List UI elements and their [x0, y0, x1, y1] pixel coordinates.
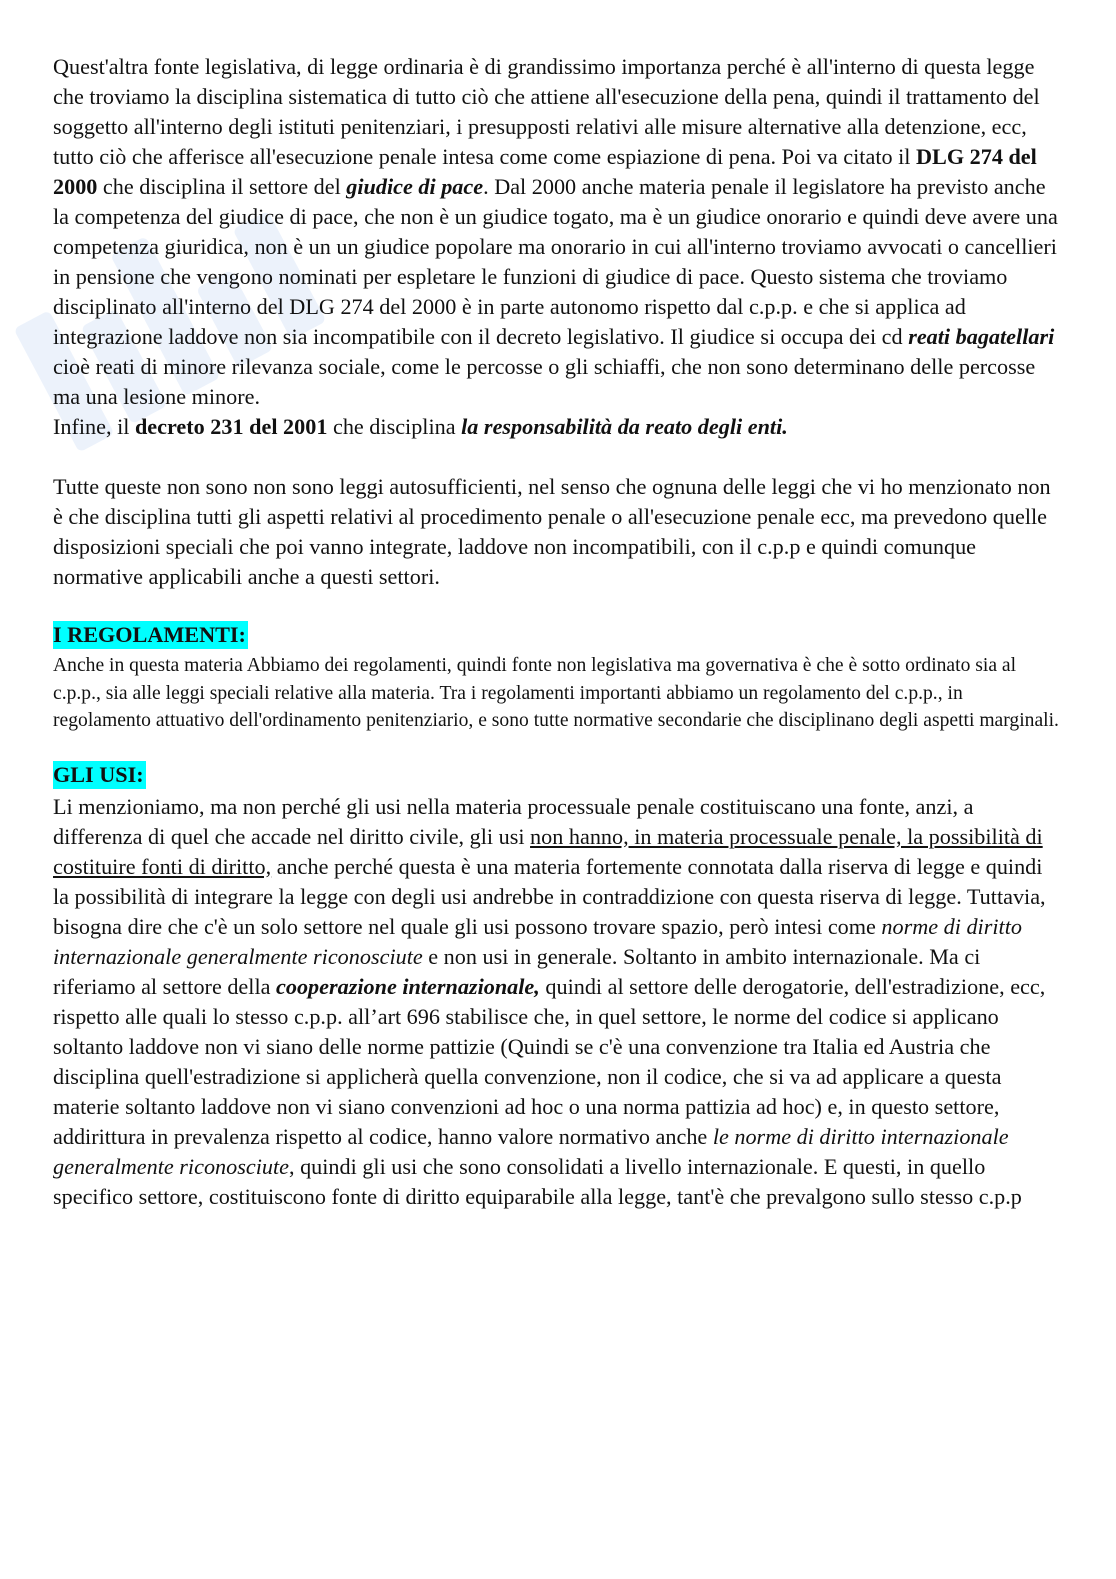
heading-usi: GLI USI:: [53, 761, 144, 787]
heading-regolamenti: I REGOLAMENTI:: [53, 622, 246, 647]
paragraph-leggi-non-autosufficienti: Tutte queste non sono non sono leggi autosufficienti, nel senso che ognuna delle leggi che vi ho menzionato non è che disciplina tutti gli aspetti relativi al procedimento penale o all'esecuzione penale ecc, ma prevedono quelle disposizioni speciali che poi vanno integrate, laddove non incompatibili, con il c.p.p e quindi comunque normative applicabili anche a questi settori.: [53, 474, 1051, 589]
paragraph-regolamenti: Anche in questa materia Abbiamo dei regolamenti, quindi fonte non legislativa ma governativa è che è sotto ordinato sia al c.p.p., sia alle leggi speciali relative alla materia. Tra i regolamenti importanti abbiamo un regolamento del c.p.p., in regolamento attuativo dell'ordinamento penitenziario, e sono tutte normative secondarie che disciplinano degli aspetti marginali.: [53, 655, 1059, 732]
document-page: [53, 52, 1063, 1212]
paragraph-fonti-legislative: Quest'altra fonte legislativa, di legge ordinaria è di grandissimo importanza perché è all'interno di questa legge che troviamo la disciplina sistematica di tutto ciò che attiene all'esecuzione della pena, quindi il trattamento del soggetto all'interno degli istituti penitenziari, i presupposti relativi alle misure alternative alla detenzione, ecc, tutto ciò che afferisce all'esecuzione penale intesa come come espiazione di pena. Poi va citato il DLG 274 del 2000 che disciplina il settore del giudice di pace. Dal 2000 anche materia penale il legislatore ha previsto anche la competenza del giudice di pace, che non è un giudice togato, ma è un giudice onorario e quindi deve avere una competenza giuridica, non è un un giudice popolare ma onorario in cui all'interno troviamo avvocati o cancellieri in pensione che vengono nominati per espletare le funzioni di giudice di pace. Questo sistema che troviamo disciplinato all'interno del DLG 274 del 2000 è in parte autonomo rispetto dal c.p.p. e che si applica ad integrazione laddove non sia incompatibile con il decreto legislativo. Il giudice si occupa dei cd reati bagatellari cioè reati di minore rilevanza sociale, come le percosse o gli schiaffi, che non sono determinano delle percosse ma una lesione minore.: [53, 54, 1058, 409]
paragraph-decreto-231: Infine, il decreto 231 del 2001 che disciplina la responsabilità da reato degli enti.: [53, 414, 788, 439]
paragraph-usi: Li menzioniamo, ma non perché gli usi nella materia processuale penale costituiscano una fonte, anzi, a differenza di quel che accade nel diritto civile, gli usi non hanno, in materia processuale penale, la possibilità di costituire fonti di diritto, anche perché questa è una materia fortemente connotata dalla riserva di legge e quindi la possibilità di integrare la legge con degli usi andrebbe in contraddizione con questa riserva di legge. Tuttavia, bisogna dire che c'è un solo settore nel quale gli usi possono trovare spazio, però intesi come norme di diritto internazionale generalmente riconosciute e non usi in generale. Soltanto in ambito internazionale. Ma ci riferiamo al settore della cooperazione internazionale, quindi al settore delle derogatorie, dell'estradizione, ecc, rispetto alle quali lo stesso c.p.p. all’art 696 stabilisce che, in quel settore, le norme del codice si applicano soltanto laddove non vi siano delle norme pattizie (Quindi se c'è una convenzione tra Italia ed Austria che disciplina quell'estradizione si applicherà quella convenzione, non il codice, che si va ad applicare a questa materie soltanto laddove non vi siano convenzioni ad hoc o una norma pattizia ad hoc) e, in questo settore, addirittura in prevalenza rispetto al codice, hanno valore normativo anche le norme di diritto internazionale generalmente riconosciute, quindi gli usi che sono consolidati a livello internazionale. E questi, in quello specifico settore, costituiscono fonte di diritto equiparabile alla legge, tant'è che prevalgono sullo stesso c.p.p: [53, 793, 1046, 1209]
